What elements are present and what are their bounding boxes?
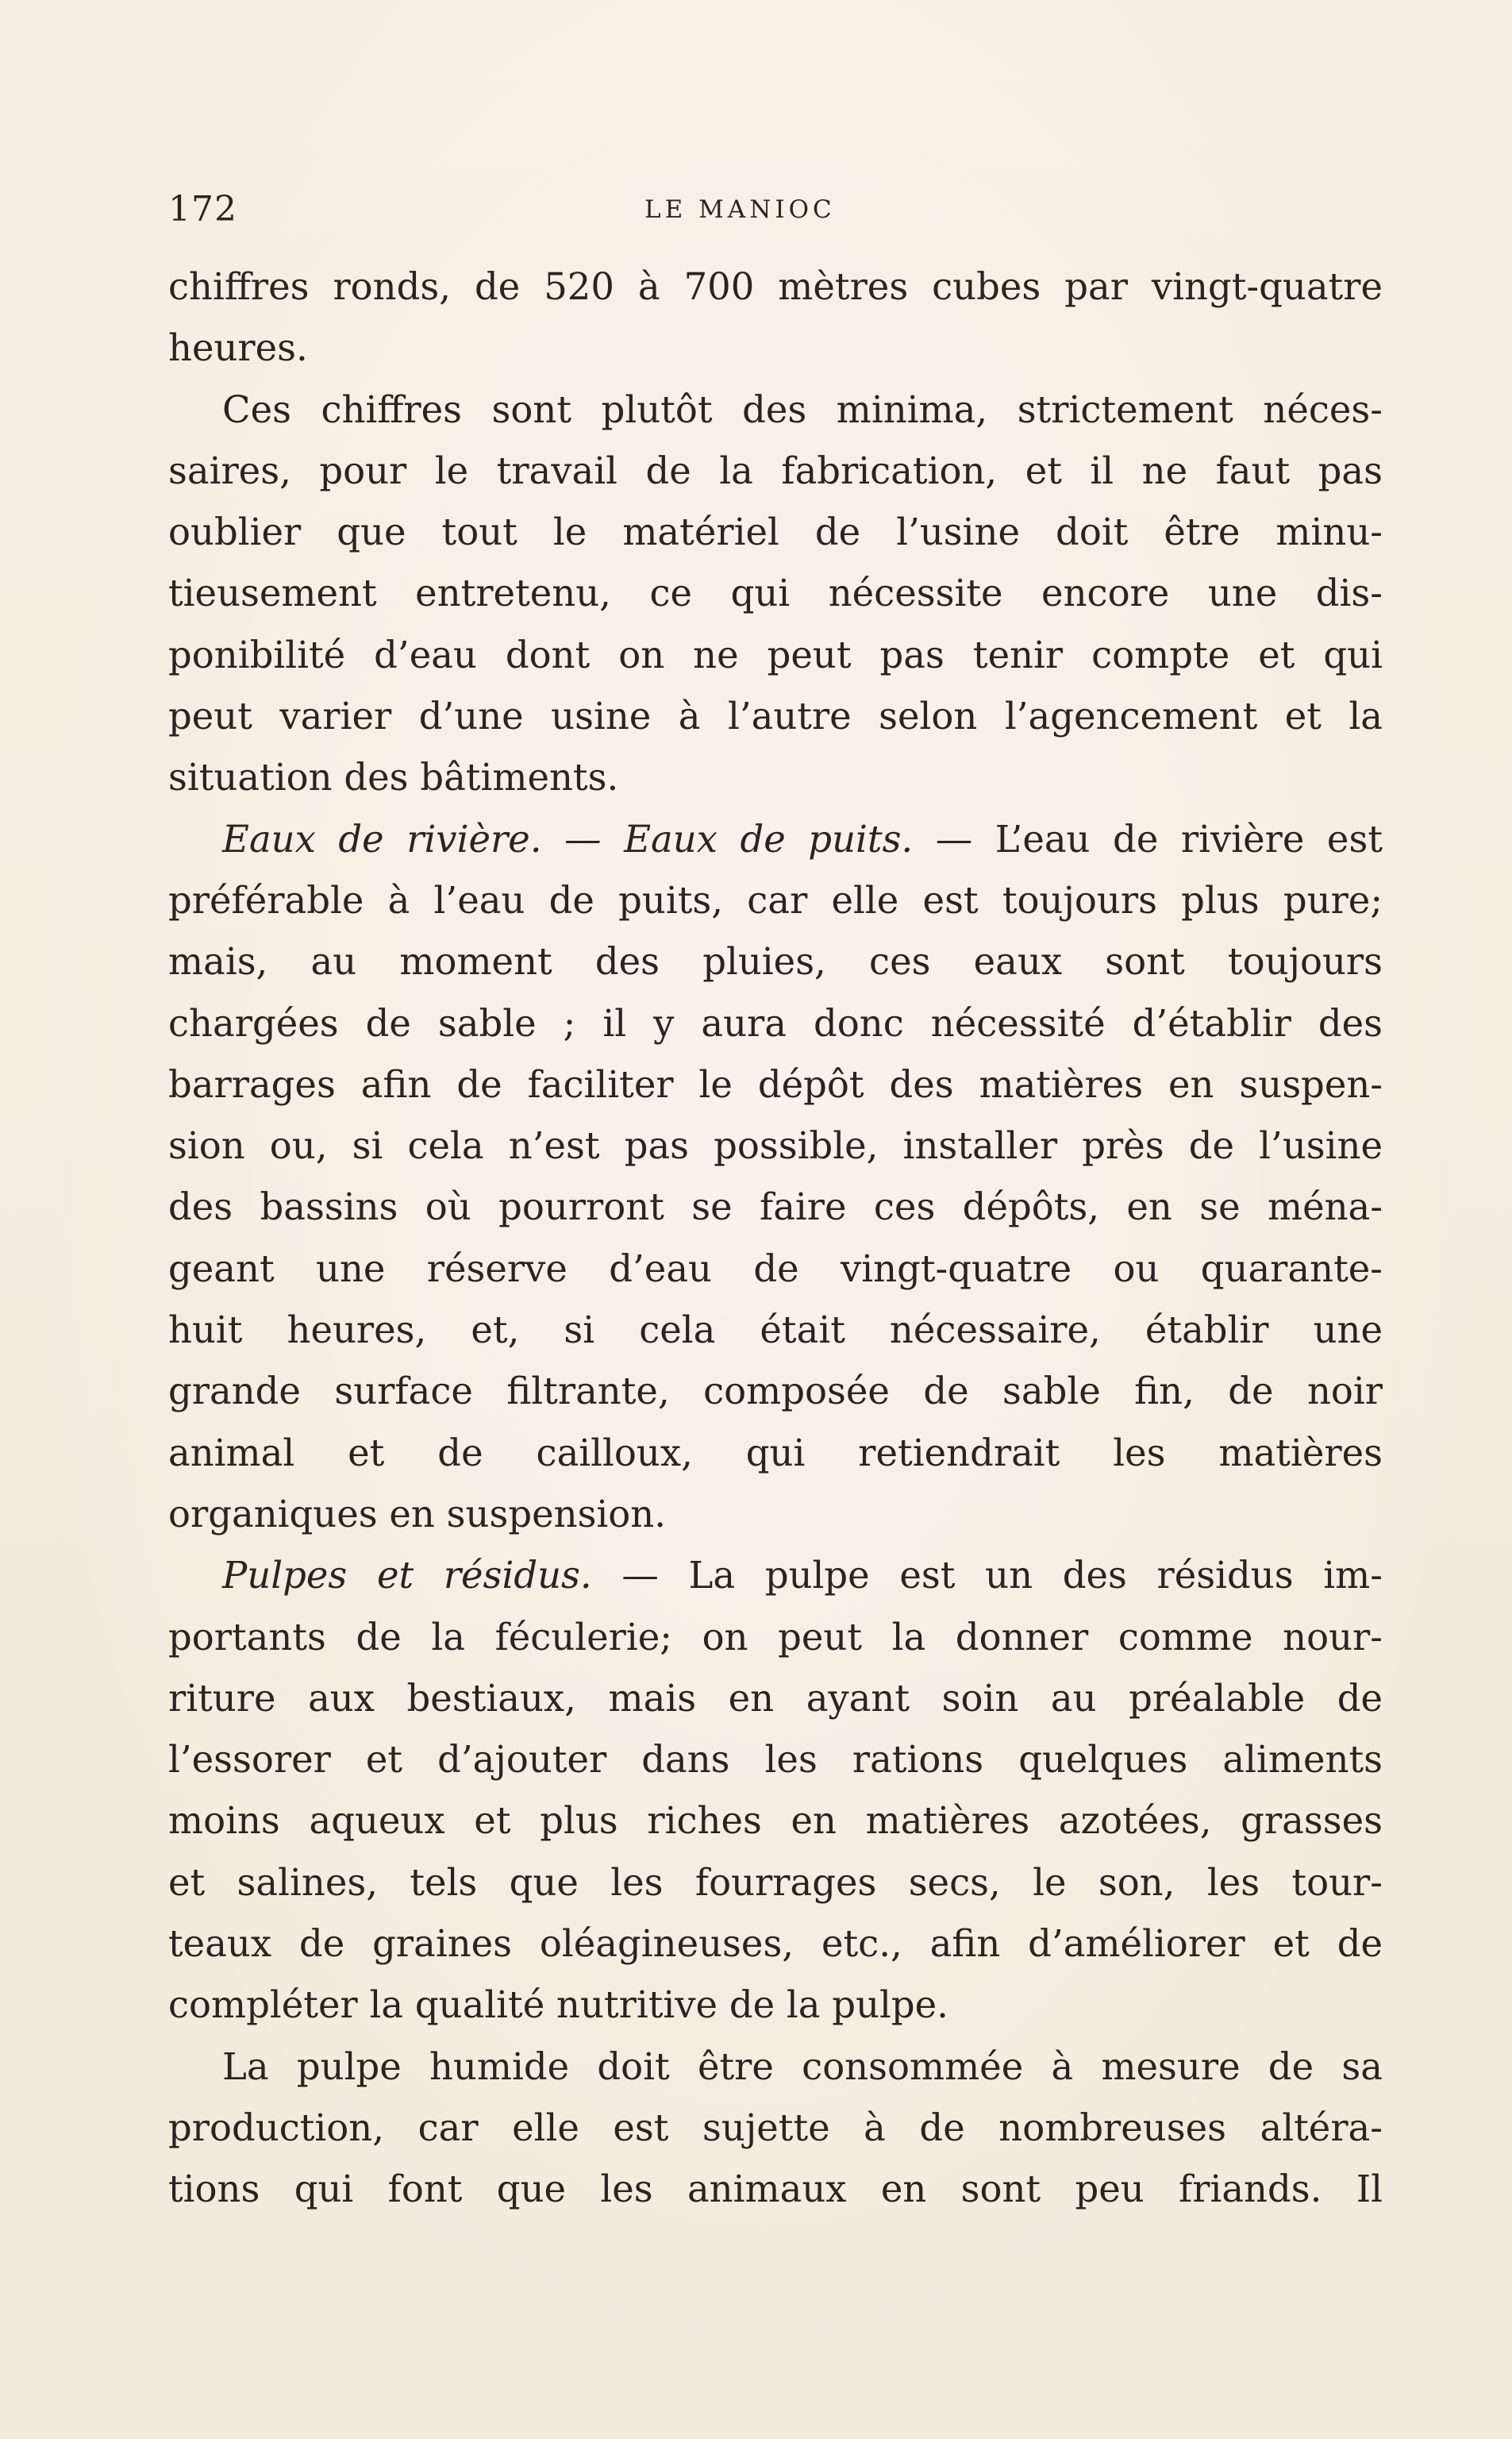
section-heading-line: [168, 809, 1383, 870]
section-heading-rest: — L’eau de rivière est: [913, 817, 1383, 861]
text-line: mais, au moment des pluies, ces eaux sont toujours: [168, 940, 1383, 984]
text-line: teaux de graines oléagineuses, etc., afin d’améliorer et de: [168, 1922, 1383, 1966]
text-line: Ces chiffres sont plutôt des minima, strictement néces-: [222, 387, 1383, 431]
text-line: situation des bâtiments.: [168, 756, 619, 800]
text-line: des bassins où pourront se faire ces dépôts, en se ména-: [168, 1185, 1383, 1229]
text-line: huit heures, et, si cela était nécessaire, établir une: [168, 1308, 1383, 1352]
text-line: production, car elle est sujette à de nombreuses altéra-: [168, 2106, 1383, 2149]
page-header: [168, 189, 1383, 237]
section-heading-line: [168, 1545, 1383, 1606]
text-line: préférable à l’eau de puits, car elle est toujours plus pure;: [168, 878, 1383, 922]
text-line: La pulpe humide doit être consommée à mesure de sa: [222, 2044, 1383, 2088]
text-line: l’essorer et d’ajouter dans les rations quelques aliments: [168, 1738, 1383, 1782]
text-line: organiques en suspension.: [168, 1492, 667, 1535]
section-heading-rest: — La pulpe est un des résidus im-: [591, 1554, 1383, 1597]
text-line: chiffres ronds, de 520 à 700 mètres cubes par vingt-quatre: [168, 265, 1383, 308]
text-line: barrages afin de faciliter le dépôt des matières en suspen-: [168, 1062, 1383, 1106]
text-line: compléter la qualité nutritive de la pulpe.: [168, 1983, 948, 2027]
text-line: peut varier d’une usine à l’autre selon l’agencement et la: [168, 695, 1383, 738]
running-title: LE MANIOC: [644, 195, 836, 224]
text-line: animal et de cailloux, qui retiendrait les matières: [168, 1431, 1383, 1474]
text-line: riture aux bestiaux, mais en ayant soin au préalable de: [168, 1676, 1383, 1720]
text-line: sion ou, si cela n’est pas possible, installer près de l’usine: [168, 1124, 1383, 1168]
text-line: oublier que tout le matériel de l’usine doit être minu-: [168, 511, 1383, 554]
text-line: grande surface filtrante, composée de sable fin, de noir: [168, 1370, 1383, 1413]
text-line: geant une réserve d’eau de vingt-quatre ou quarante-: [168, 1246, 1383, 1290]
text-line: heures.: [168, 326, 308, 370]
text-line: ponibilité d’eau dont on ne peut pas tenir compte et qui: [168, 633, 1383, 676]
text-line: saires, pour le travail de la fabrication, et il ne faut pas: [168, 449, 1383, 492]
section-heading-italic: Pulpes et résidus.: [222, 1554, 592, 1597]
text-line: tions qui font que les animaux en sont peu friands. Il: [168, 2167, 1383, 2211]
text-line: tieusement entretenu, ce qui nécessite encore une dis-: [168, 572, 1383, 615]
page-number: 172: [168, 189, 237, 229]
text-line: moins aqueux et plus riches en matières azotées, grasses: [168, 1799, 1383, 1843]
text-line: et salines, tels que les fourrages secs, le son, les tour-: [168, 1860, 1383, 1904]
body-text: [168, 256, 1383, 2221]
text-line: portants de la féculerie; on peut la donner comme nour-: [168, 1615, 1383, 1659]
section-heading-italic: Eaux de rivière. — Eaux de puits.: [222, 817, 914, 861]
text-line: chargées de sable ; il y aura donc nécessité d’établir des: [168, 1001, 1383, 1045]
